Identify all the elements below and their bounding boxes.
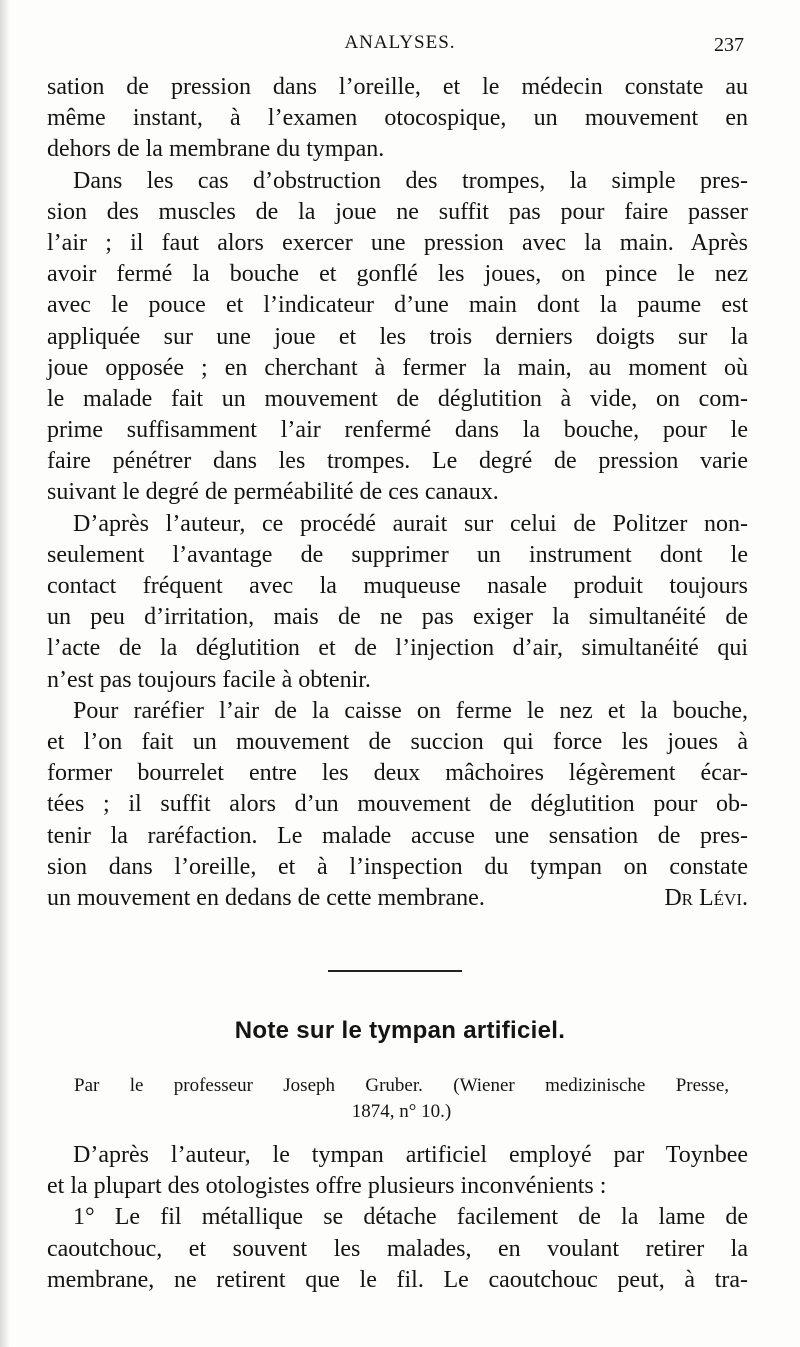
text-line: membrane, ne retirent que le fil. Le caoutchouc peut, à tra-: [47, 1266, 748, 1293]
text-line: prime suffisamment l’air renfermé dans la bouche, pour le: [47, 417, 748, 444]
text-line: seulement l’avantage de supprimer un instrument dont le: [47, 541, 748, 568]
running-header: [0, 32, 800, 60]
paragraph-politzer: [47, 509, 748, 696]
author-signature: Dr Lévi.: [664, 884, 748, 911]
paragraph-rarefaction: [47, 696, 748, 914]
text-line: contact fréquent avec la muqueuse nasale produit toujours: [47, 573, 748, 599]
byline-line: 1874, n° 10.): [351, 1101, 452, 1122]
text-line: D’après l’auteur, le tympan artificiel employé par Toynbee: [73, 1142, 748, 1168]
text-line: D’après l’auteur, ce procédé aurait sur celui de Politzer non-: [73, 510, 748, 537]
text-line: et l’on fait un mouvement de succion qui force les joues à: [47, 728, 748, 755]
paragraph-intro: [47, 1140, 748, 1202]
section-divider: [328, 970, 462, 972]
byline-line: Par le professeur Joseph Gruber. (Wiener medizinische Presse,: [74, 1075, 729, 1096]
text-line: sation de pression dans l’oreille, et le médecin constate au: [47, 74, 748, 100]
article-byline: [74, 1073, 729, 1125]
text-line: n’est pas toujours facile à obtenir.: [47, 666, 371, 693]
text-line: former bourrelet entre les deux mâchoires légèrement écar-: [47, 760, 748, 787]
text-line: l’acte de la déglutition et de l’injection d’air, simultanéité qui: [47, 635, 748, 662]
text-line: joue opposée ; en cherchant à fermer la main, au moment où: [47, 354, 748, 381]
paragraph-point-1: [47, 1202, 748, 1296]
text-line: l’air ; il faut alors exercer une pression avec la main. Après: [47, 229, 748, 256]
text-column-upper: [47, 72, 748, 914]
text-line: sion dans l’oreille, et à l’inspection du tympan on constate: [47, 853, 748, 880]
page-gutter-shadow: [0, 0, 10, 1347]
text-line: tées ; il suffit alors d’un mouvement de déglutition pour ob-: [47, 791, 748, 818]
text-column-lower: [47, 1140, 748, 1296]
text-line: avoir fermé la bouche et gonflé les joues, on pince le nez: [47, 261, 748, 288]
section-title: Note sur le tympan artificiel.: [234, 1017, 566, 1044]
paragraph-continued: [47, 72, 748, 166]
text-line: dehors de la membrane du tympan.: [47, 136, 385, 163]
text-line: appliquée sur une joue et les trois derniers doigts sur la: [47, 323, 748, 350]
text-line-with-signature: [47, 883, 748, 914]
text-line: faire pénétrer dans les trompes. Le degré de pression varie: [47, 448, 748, 475]
page-number: 237: [714, 34, 744, 56]
text-line: et la plupart des otologistes offre plusieurs inconvénients :: [47, 1173, 607, 1200]
text-line: caoutchouc, et souvent les malades, en voulant retirer la: [47, 1235, 748, 1262]
text-line: suivant le degré de perméabilité de ces canaux.: [47, 479, 499, 506]
text-line: Pour raréfier l’air de la caisse on ferme le nez et la bouche,: [73, 697, 748, 724]
text-line: un mouvement en dedans de cette membrane.: [47, 884, 485, 911]
running-title: ANALYSES.: [344, 32, 456, 53]
text-line: Dans les cas d’obstruction des trompes, la simple pres-: [73, 167, 748, 194]
text-line: tenir la raréfaction. Le malade accuse une sensation de pres-: [47, 822, 748, 849]
text-line: avec le pouce et l’indicateur d’une main dont la paume est: [47, 292, 748, 319]
text-line: un peu d’irritation, mais de ne pas exiger la simultanéité de: [47, 604, 748, 631]
text-line: sion des muscles de la joue ne suffit pas pour faire passer: [47, 198, 748, 225]
paragraph-obstruction: [47, 166, 748, 509]
text-line: 1° Le fil métallique se détache facilement de la lame de: [73, 1204, 748, 1231]
text-line: le malade fait un mouvement de déglutition à vide, on com-: [47, 385, 748, 412]
text-line: même instant, à l’examen otocospique, un mouvement en: [47, 105, 748, 132]
